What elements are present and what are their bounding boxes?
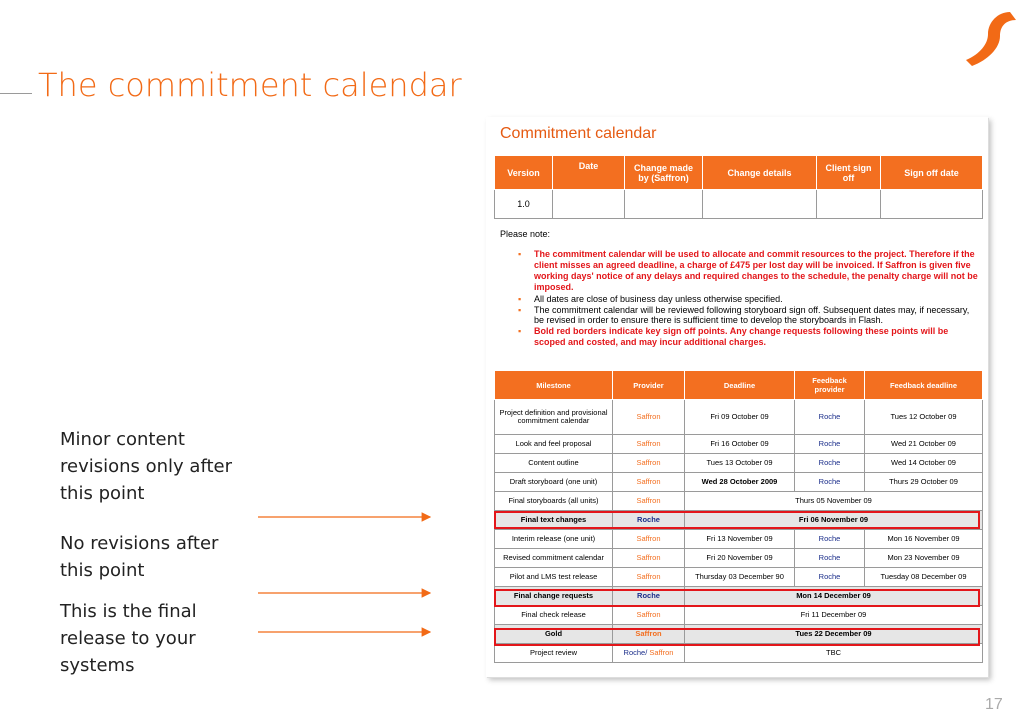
deadline-cell: Tues 13 October 09 xyxy=(685,454,795,473)
date-cell xyxy=(553,190,625,219)
please-note-heading: Please note: xyxy=(500,229,551,239)
milestone-cell: Draft storyboard (one unit) xyxy=(495,473,613,492)
feedback-deadline-cell: Tues 12 October 09 xyxy=(865,400,983,435)
deadline-cell: Fri 16 October 09 xyxy=(685,435,795,454)
header-version: Version xyxy=(495,156,553,190)
deadline-cell: Wed 28 October 2009 xyxy=(685,473,795,492)
sign-off-border-gold xyxy=(494,628,980,646)
bullet-icon: ▪ xyxy=(518,293,522,304)
header-feedback-provider: Feedback provider xyxy=(795,371,865,400)
milestone-cell: Revised commitment calendar xyxy=(495,549,613,568)
bullet-text: Bold red borders indicate key sign off points. Any change requests following these points will be scoped and costed, and may incur additional charges. xyxy=(534,326,949,348)
client-sign-off-cell xyxy=(817,190,881,219)
provider-cell: Saffron xyxy=(613,625,685,644)
feedback-deadline-cell: Wed 14 October 09 xyxy=(865,454,983,473)
provider-cell: Saffron xyxy=(613,435,685,454)
header-date: Date xyxy=(553,156,625,190)
saffron-logo-icon xyxy=(958,8,1022,68)
header-client-sign-off: Client sign off xyxy=(817,156,881,190)
sign-off-date-cell xyxy=(881,190,983,219)
list-item xyxy=(512,294,978,305)
table-row xyxy=(495,435,983,454)
table-row xyxy=(495,644,983,663)
table-row xyxy=(495,400,983,435)
provider-cell: Saffron xyxy=(613,530,685,549)
please-note-list xyxy=(512,249,978,348)
feedback-provider-cell: Roche xyxy=(795,454,865,473)
change-details-cell xyxy=(703,190,817,219)
provider-cell: Saffron xyxy=(613,568,685,587)
list-item xyxy=(512,326,978,348)
bullet-text: The commitment calendar will be reviewed following storyboard sign off. Subsequent dates may, if necessary, be revised in order to ensure there is sufficient time to develop the storyboards in Flash. xyxy=(534,304,970,326)
table-row xyxy=(495,473,983,492)
provider-cell: Saffron xyxy=(613,549,685,568)
bullet-icon: ▪ xyxy=(518,326,522,337)
milestone-cell: Project definition and provisional commitment calendar xyxy=(495,400,613,435)
slide-title: The commitment calendar xyxy=(38,66,462,104)
provider-cell xyxy=(613,644,685,663)
header-change-made-by: Change made by (Saffron) xyxy=(625,156,703,190)
header-feedback-deadline: Feedback deadline xyxy=(865,371,983,400)
table-row xyxy=(495,530,983,549)
milestone-cell: Final check release xyxy=(495,606,613,625)
page-number: 17 xyxy=(985,696,1003,713)
change-made-by-cell xyxy=(625,190,703,219)
feedback-provider-cell: Roche xyxy=(795,400,865,435)
document-title: Commitment calendar xyxy=(500,125,657,142)
bullet-text: All dates are close of business day unless otherwise specified. xyxy=(534,293,783,304)
title-rule xyxy=(0,93,32,94)
feedback-provider-cell: Roche xyxy=(795,568,865,587)
feedback-provider-cell: Roche xyxy=(795,549,865,568)
table-row xyxy=(495,568,983,587)
feedback-deadline-cell: Thurs 29 October 09 xyxy=(865,473,983,492)
sign-off-border-final-change xyxy=(494,589,980,607)
header-milestone: Milestone xyxy=(495,371,613,400)
feedback-deadline-cell: Mon 23 November 09 xyxy=(865,549,983,568)
milestone-cell: Gold xyxy=(495,625,613,644)
annotation-final-release: This is the final release to your systems xyxy=(60,601,197,676)
merged-deadline-cell: TBC xyxy=(685,644,983,663)
commitment-calendar-document xyxy=(486,117,988,677)
milestone-cell: Look and feel proposal xyxy=(495,435,613,454)
milestone-cell: Final text changes xyxy=(495,511,613,530)
merged-deadline-cell: Fri 11 December 09 xyxy=(685,606,983,625)
milestone-cell: Project review xyxy=(495,644,613,663)
milestone-table-header xyxy=(495,371,983,400)
feedback-deadline-cell: Tuesday 08 December 09 xyxy=(865,568,983,587)
provider-cell: Saffron xyxy=(613,473,685,492)
milestone-cell: Interim release (one unit) xyxy=(495,530,613,549)
provider-separator: / xyxy=(645,647,650,657)
feedback-provider-cell: Roche xyxy=(795,435,865,454)
milestone-cell: Final storyboards (all units) xyxy=(495,492,613,511)
deadline-cell: Fri 20 November 09 xyxy=(685,549,795,568)
header-provider: Provider xyxy=(613,371,685,400)
deadline-cell: Fri 13 November 09 xyxy=(685,530,795,549)
bullet-icon: ▪ xyxy=(518,304,522,315)
merged-deadline-cell: Mon 14 December 09 xyxy=(685,587,983,606)
table-row xyxy=(495,606,983,625)
provider-saffron: Saffron xyxy=(649,647,674,657)
merged-deadline-cell: Tues 22 December 09 xyxy=(685,625,983,644)
annotation-no-revisions: No revisions after this point xyxy=(60,533,219,581)
bullet-text: The commitment calendar will be used to allocate and commit resources to the project. Therefore if the client misses an agreed deadline, a charge of £475 per lost day will be invoiced. If Saffron is given five working days' notice of any delays and required changes to the schedule, the penalty charge will not be imposed. xyxy=(534,249,978,292)
provider-cell: Saffron xyxy=(613,606,685,625)
milestone-cell: Final change requests xyxy=(495,587,613,606)
provider-cell: Saffron xyxy=(613,400,685,435)
feedback-provider-cell: Roche xyxy=(795,473,865,492)
milestone-cell: Content outline xyxy=(495,454,613,473)
table-row xyxy=(495,454,983,473)
sign-off-border-final-text xyxy=(494,511,980,529)
feedback-provider-cell: Roche xyxy=(795,530,865,549)
table-row xyxy=(495,190,983,219)
provider-cell: Roche xyxy=(613,511,685,530)
annotation-minor-revisions: Minor content revisions only after this point xyxy=(60,429,233,504)
provider-cell: Saffron xyxy=(613,454,685,473)
milestone-cell: Pilot and LMS test release xyxy=(495,568,613,587)
version-table-header xyxy=(495,156,983,190)
provider-cell: Roche xyxy=(613,587,685,606)
merged-deadline-cell: Fri 06 November 09 xyxy=(685,511,983,530)
version-table xyxy=(494,155,983,219)
header-deadline: Deadline xyxy=(685,371,795,400)
feedback-deadline-cell: Wed 21 October 09 xyxy=(865,435,983,454)
table-row xyxy=(495,549,983,568)
feedback-deadline-cell: Mon 16 November 09 xyxy=(865,530,983,549)
header-change-details: Change details xyxy=(703,156,817,190)
version-cell: 1.0 xyxy=(495,190,553,219)
list-item xyxy=(512,305,978,327)
header-sign-off-date: Sign off date xyxy=(881,156,983,190)
list-item xyxy=(512,249,978,293)
bullet-icon: ▪ xyxy=(518,249,522,259)
table-row xyxy=(495,492,983,511)
merged-deadline-cell: Thurs 05 November 09 xyxy=(685,492,983,511)
deadline-cell: Thursday 03 December 90 xyxy=(685,568,795,587)
provider-cell: Saffron xyxy=(613,492,685,511)
deadline-cell: Fri 09 October 09 xyxy=(685,400,795,435)
provider-roche: Roche xyxy=(623,647,646,657)
